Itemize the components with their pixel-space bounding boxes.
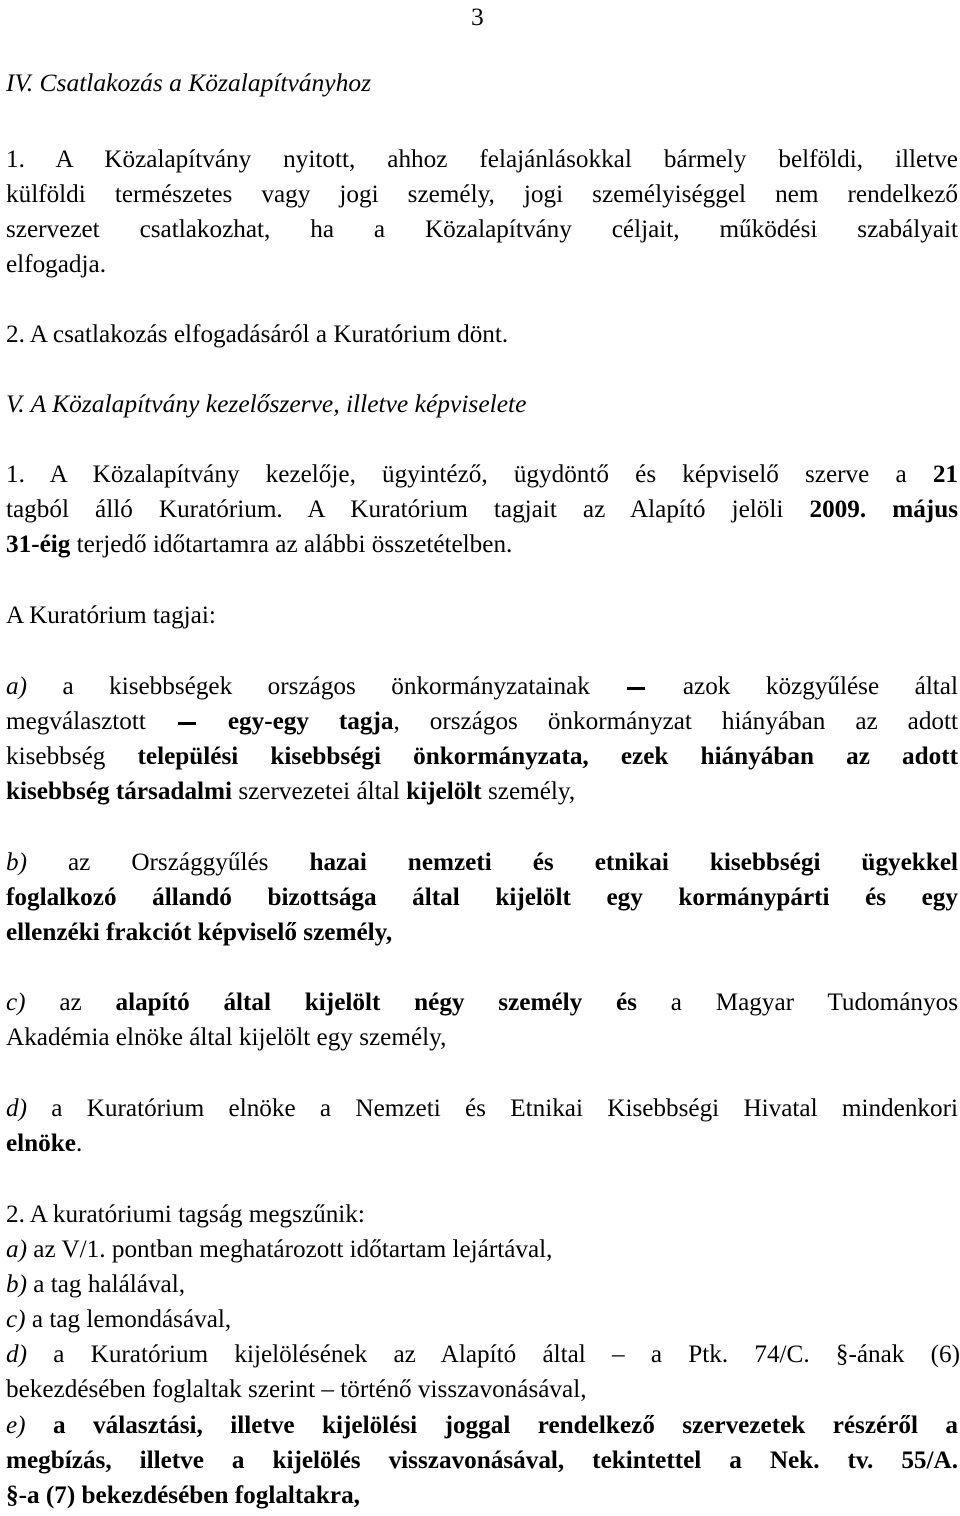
s4-paragraph-2: 2. A csatlakozás elfogadásáról a Kuratórium dönt. <box>6 321 509 348</box>
termination-d-line2: bekezdésében foglaltak szerint – történő visszavonásával, <box>6 1376 587 1403</box>
dash-icon <box>627 687 645 690</box>
item-b-line3: ellenzéki frakciót képviselő személy, <box>6 919 393 946</box>
item-c-line2: Akadémia elnöke által kijelölt egy személy, <box>6 1024 447 1051</box>
termination-e-line2: megbízás, illetve a kijelölés visszavonásával, tekintettel a Nek. tv. 55/A. <box>6 1447 958 1474</box>
s4-p1-line1: 1. A Közalapítvány nyitott, ahhoz felajánlásokkal bármely belföldi, illetve <box>6 146 958 173</box>
page-number: 3 <box>471 2 484 31</box>
s4-p1-line4: elfogadja. <box>6 251 106 278</box>
item-b-line1: b) az Országgyűlés hazai nemzeti és etnikai kisebbségi ügyekkel <box>6 849 959 876</box>
termination-b: b) a tag halálával, <box>6 1271 186 1298</box>
termination-c: c) a tag lemondásával, <box>6 1306 232 1333</box>
termination-e-line1: e) a választási, illetve kijelölési joggal rendelkező szervezetek részéről a <box>6 1412 958 1439</box>
section-v-heading: V. A Közalapítvány kezelőszerve, illetve képviselete <box>6 389 527 418</box>
members-intro: A Kuratórium tagjai: <box>6 602 216 629</box>
item-a-line3: kisebbség települési kisebbségi önkormányzata, ezek hiányában az adott <box>6 743 959 770</box>
termination-a: a) az V/1. pontban meghatározott időtartam lejártával, <box>6 1236 553 1263</box>
s4-p1-line3: szervezet csatlakozhat, ha a Közalapítvány céljait, működési szabályait <box>6 216 958 243</box>
item-d-line1: d) a Kuratórium elnöke a Nemzeti és Etnikai Kisebbségi Hivatal mindenkori <box>6 1095 958 1122</box>
termination-heading: 2. A kuratóriumi tagság megszűnik: <box>6 1201 365 1228</box>
s5-p1-line2: tagból álló Kuratórium. A Kuratórium tagjait az Alapító jelöli 2009. május <box>6 496 958 523</box>
dash-icon <box>178 722 196 725</box>
item-a-line2: megválasztott egy-egy tagja, országos önkormányzat hiányában az adott <box>6 708 959 735</box>
termination-d-line1: d) a Kuratórium kijelölésének az Alapító által – a Ptk. 74/C. §-ának (6) <box>6 1341 960 1368</box>
s5-p1-line3: 31-éig terjedő időtartamra az alábbi összetételben. <box>6 531 513 558</box>
s5-p1-line1: 1. A Közalapítvány kezelője, ügyintéző, ügydöntő és képviselő szerve a 21 <box>6 461 959 488</box>
item-a-line1: a) a kisebbségek országos önkormányzatainak azok közgyűlése által <box>6 673 958 700</box>
item-c-line1: c) az alapító által kijelölt négy személy és a Magyar Tudományos <box>6 989 958 1016</box>
section-iv-heading: IV. Csatlakozás a Közalapítványhoz <box>6 68 372 97</box>
s4-p1-line2: külföldi természetes vagy jogi személy, jogi személyiséggel nem rendelkező <box>6 181 958 208</box>
termination-e-line3: §-a (7) bekezdésében foglaltakra, <box>6 1482 360 1509</box>
item-b-line2: foglalkozó állandó bizottsága által kijelölt egy kormánypárti és egy <box>6 884 958 911</box>
item-d-line2: elnöke. <box>6 1130 83 1157</box>
item-a-line4: kisebbség társadalmi szervezetei által kijelölt személy, <box>6 778 576 805</box>
